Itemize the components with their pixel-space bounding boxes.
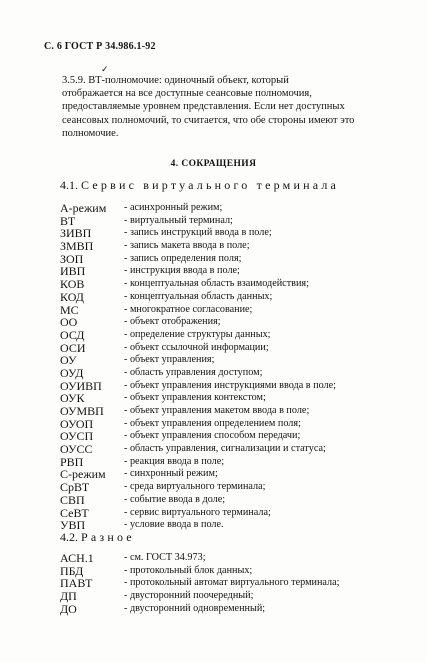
- abbreviation-term: УВП: [60, 518, 86, 533]
- abbreviation-row: [60, 202, 410, 215]
- abbreviation-row: [60, 418, 410, 431]
- abbreviation-term: ЗИВП: [60, 226, 92, 241]
- abbreviation-term: ОУСП: [60, 429, 94, 444]
- definition-paragraph: [60, 74, 394, 140]
- abbreviation-definition: - объект управления способом передачи;: [124, 430, 301, 442]
- abbreviation-term: ЗМВП: [60, 239, 94, 254]
- abbreviation-row: [60, 354, 410, 367]
- abbreviation-row: [60, 507, 410, 520]
- abbreviation-term: ДП: [60, 589, 77, 604]
- abbreviation-row: [60, 342, 410, 355]
- abbreviation-definition: - реакция ввода в поле;: [124, 455, 225, 467]
- abbreviation-row: [60, 291, 410, 304]
- abbreviation-row: [60, 552, 410, 565]
- abbreviation-row: [60, 577, 410, 590]
- abbreviation-row: [60, 253, 410, 266]
- abbreviation-row: [60, 481, 410, 494]
- abbreviation-row: [60, 392, 410, 405]
- abbreviation-definition: - объект управления контекстом;: [124, 392, 266, 404]
- paragraph-line: предоставляемые уровнем представления. Если нет доступных: [62, 101, 345, 113]
- abbreviation-row: [60, 430, 410, 443]
- abbreviation-row: [60, 405, 410, 418]
- abbreviation-term: КОВ: [60, 277, 85, 292]
- abbreviation-term: СеВТ: [60, 505, 89, 520]
- abbreviation-definition: - инструкция ввода в поле;: [124, 265, 240, 277]
- abbreviation-term: С-режим: [60, 467, 106, 482]
- abbreviation-term: РВП: [60, 454, 84, 469]
- abbreviation-term: ВТ: [60, 213, 76, 228]
- abbreviation-term: ЗОП: [60, 251, 84, 266]
- abbreviation-definition: - событие ввода в доле;: [124, 493, 226, 505]
- abbreviation-row: [60, 603, 410, 616]
- abbreviation-list-1: [60, 202, 410, 532]
- abbreviation-definition: - двусторонний поочередный;: [124, 590, 254, 602]
- abbreviation-definition: - объект управления макетом ввода в поле;: [124, 405, 310, 416]
- abbreviation-row: [60, 278, 410, 291]
- abbreviation-definition: - условие ввода в поле.: [124, 519, 224, 531]
- abbreviation-term: ОУСС: [60, 442, 93, 457]
- abbreviation-definition: - двусторонний одновременный;: [124, 602, 266, 614]
- abbreviation-definition: - см. ГОСТ 34.973;: [124, 552, 206, 563]
- abbreviation-term: ОУОП: [60, 416, 94, 431]
- abbreviation-term: ОСД: [60, 327, 85, 342]
- abbreviation-definition: - объект отображения;: [124, 316, 221, 328]
- abbreviation-term: СрВТ: [60, 480, 90, 495]
- abbreviation-row: [60, 227, 410, 240]
- subsection-number: 4.1.: [60, 178, 78, 192]
- abbreviation-definition: - асинхронный режим;: [124, 202, 223, 213]
- abbreviation-term: МС: [60, 302, 79, 317]
- running-head: С. 6 ГОСТ Р 34.986.1-92: [44, 41, 156, 52]
- abbreviation-definition: - объект управления;: [124, 354, 215, 366]
- abbreviation-row: [60, 468, 410, 481]
- abbreviation-definition: - запись определения поля;: [124, 252, 242, 264]
- abbreviation-term: ПАВТ: [60, 576, 93, 591]
- abbreviation-row: [60, 494, 410, 507]
- abbreviation-row: [60, 215, 410, 228]
- abbreviation-definition: - запись инструкций ввода в поле;: [124, 227, 272, 239]
- abbreviation-row: [60, 304, 410, 317]
- abbreviation-term: ОСИ: [60, 340, 86, 355]
- abbreviation-definition: - виртуальный терминал;: [124, 214, 233, 226]
- paragraph-line: отображается на все доступные сеансовые полномочия,: [62, 88, 312, 100]
- abbreviation-definition: - запись макета ввода в поле;: [124, 240, 250, 252]
- abbreviation-list-2: [60, 552, 410, 615]
- abbreviation-row: [60, 265, 410, 278]
- abbreviation-definition: - среда виртуального терминала;: [124, 481, 266, 493]
- abbreviation-definition: - сервис виртуального терминала;: [124, 506, 271, 518]
- subsection-number: 4.2.: [60, 530, 78, 544]
- abbreviation-row: [60, 443, 410, 456]
- abbreviation-term: КОД: [60, 289, 84, 304]
- abbreviation-definition: - определение структуры данных;: [124, 328, 271, 340]
- abbreviation-definition: - объект управления определением поля;: [124, 417, 301, 429]
- abbreviation-term: ПБД: [60, 563, 84, 578]
- paragraph-line: сеансовых полномочий, то считается, что обе стороны имеют это: [62, 114, 355, 126]
- abbreviation-definition: - область управления доступом;: [124, 366, 263, 378]
- subsection-title: Разное: [81, 530, 135, 544]
- abbreviation-definition: - синхронный режим;: [124, 468, 218, 480]
- abbreviation-definition: - концептуальная область взаимодействия;: [124, 278, 309, 290]
- abbreviation-term: АСН.1: [60, 551, 94, 565]
- abbreviation-row: [60, 380, 410, 393]
- abbreviation-row: [60, 456, 410, 469]
- abbreviation-definition: - протокольный автомат виртуального терминала;: [124, 577, 340, 589]
- subsection-title: Сервис виртуального терминала: [81, 178, 340, 192]
- abbreviation-definition: - концептуальная область данных;: [124, 290, 273, 302]
- abbreviation-term: А-режим: [60, 201, 107, 215]
- abbreviation-term: СВП: [60, 492, 85, 507]
- section-title: 4. СОКРАЩЕНИЯ: [170, 159, 257, 169]
- abbreviation-row: [60, 329, 410, 342]
- abbreviation-term: ОО: [60, 315, 78, 330]
- abbreviation-definition: - область управления, сигнализации и статуса;: [124, 443, 326, 455]
- abbreviation-definition: - объект ссылочной информации;: [124, 341, 269, 353]
- abbreviation-term: ИВП: [60, 264, 86, 279]
- paragraph-line: 3.5.9. ВТ-полномочие: одиночный объект, который: [62, 75, 289, 86]
- abbreviation-term: ОУ: [60, 353, 77, 368]
- abbreviation-term: ОУК: [60, 391, 85, 406]
- subsection-heading-2: [60, 530, 135, 545]
- paragraph-line: полномочие.: [62, 127, 119, 139]
- abbreviation-row: [60, 367, 410, 380]
- abbreviation-term: ОУИВП: [60, 378, 102, 393]
- abbreviation-row: [60, 590, 410, 603]
- abbreviation-definition: - объект управления инструкциями ввода в поле;: [124, 379, 336, 391]
- abbreviation-definition: - многократное согласование;: [124, 303, 253, 315]
- abbreviation-term: ОУД: [60, 365, 84, 380]
- abbreviation-row: [60, 316, 410, 329]
- abbreviation-row: [60, 565, 410, 578]
- check-mark-icon: ✓: [101, 64, 109, 74]
- subsection-heading-1: [60, 178, 339, 193]
- abbreviation-definition: - протокольный блок данных;: [124, 564, 253, 576]
- abbreviation-row: [60, 240, 410, 253]
- abbreviation-term: ДО: [60, 601, 77, 616]
- abbreviation-term: ОУМВП: [60, 404, 104, 418]
